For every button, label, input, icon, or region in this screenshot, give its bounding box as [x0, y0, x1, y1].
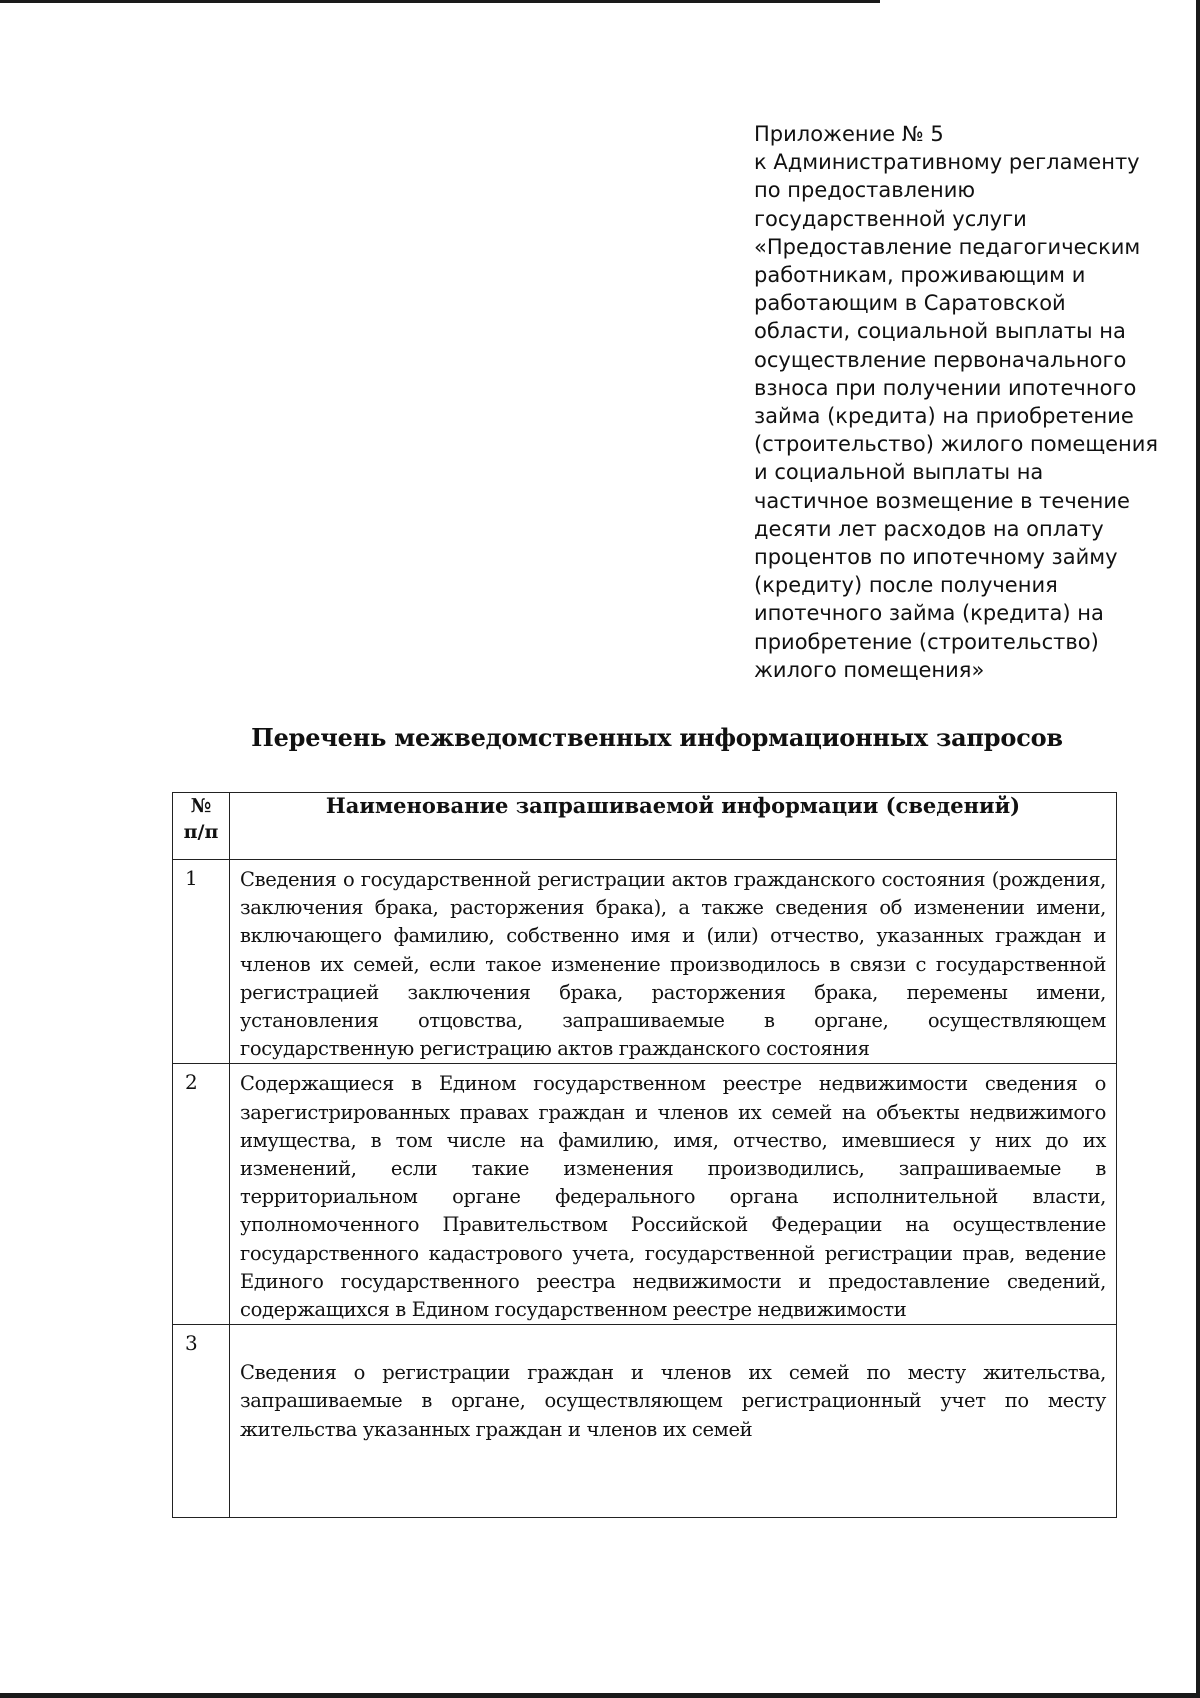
- row-text-cell: [230, 1325, 1117, 1518]
- table-row: [173, 1325, 1117, 1518]
- row-text: Содержащиеся в Едином государственном реестре недвижимости сведения о зарегистрированных правах граждан и членов их семей на объекты недвижимого имущества, в том числе на фамилию, имя, отчество, имевшиеся у них до их изменений, если такие изменения производились, запрашиваемые в территориальном органе федерального органа исполнительной власти, уполномоченного Правительством Российской Федерации на осуществление государственного кадастрового учета, государственной регистрации прав, ведение Единого государственного реестра недвижимости и предоставление сведений, содержащихся в Едином государственном реестре недвижимости: [240, 1072, 1106, 1322]
- scan-edge-right: [1196, 0, 1200, 1698]
- table-row: [173, 1064, 1117, 1325]
- appendix-line: области, социальной выплаты на: [754, 319, 1126, 344]
- row-text-cell: [230, 1064, 1117, 1325]
- appendix-line: (строительство) жилого помещения: [754, 432, 1159, 457]
- table-row: [173, 860, 1117, 1064]
- table-header-row: [173, 793, 1117, 860]
- scan-edge-bottom: [0, 1693, 1200, 1698]
- appendix-line: Приложение № 5: [754, 122, 944, 146]
- appendix-line: к Административному регламенту: [754, 150, 1140, 175]
- appendix-line: и социальной выплаты на: [754, 460, 1044, 485]
- appendix-line: займа (кредита) на приобретение: [754, 404, 1134, 429]
- appendix-line: частичное возмещение в течение: [754, 488, 1130, 513]
- appendix-line: работающим в Саратовской: [754, 291, 1066, 316]
- appendix-line: (кредиту) после получения: [754, 573, 1058, 598]
- row-text: Сведения о государственной регистрации актов гражданского состояния (рождения, заключения брака, расторжения брака), а также сведения об изменении имени, включающего фамилию, собственно имя и (или) отчество, указанных граждан и членов их семей, если такое изменение производилось в связи с государственной регистрацией заключения брака, расторжения брака, перемены имени, установления отцовства, запрашиваемые в органе, осуществляющем государственную регистрацию актов гражданского состояния: [240, 868, 1106, 1061]
- appendix-line: осуществление первоначального: [754, 347, 1127, 372]
- header-number-symbol: №: [190, 795, 212, 817]
- appendix-line: десяти лет расходов на оплату: [754, 516, 1104, 541]
- row-text-cell: [230, 860, 1117, 1064]
- header-number-abbr: п/п: [183, 821, 219, 843]
- header-number-cell: [173, 793, 230, 860]
- appendix-line: ипотечного займа (кредита) на: [754, 601, 1104, 626]
- appendix-line: взноса при получении ипотечного: [754, 375, 1137, 400]
- row-text: Сведения о регистрации граждан и членов их семей по месту жительства, запрашиваемые в органе, осуществляющем регистрационный учет по месту жительства указанных граждан и членов их семей: [240, 1361, 1106, 1441]
- row-number: 3: [173, 1325, 230, 1518]
- document-title: Перечень межведомственных информационных запросов: [251, 723, 1063, 752]
- row-number: 1: [173, 860, 230, 1064]
- appendix-line: жилого помещения»: [754, 657, 985, 682]
- appendix-block: [754, 120, 1159, 684]
- appendix-line: приобретение (строительство): [754, 629, 1099, 654]
- requests-table: [172, 792, 1117, 1518]
- header-name-cell: Наименование запрашиваемой информации (сведений): [230, 793, 1117, 860]
- scan-edge-top: [0, 0, 880, 3]
- appendix-line: «Предоставление педагогическим: [754, 234, 1141, 259]
- row-number: 2: [173, 1064, 230, 1325]
- appendix-line: государственной услуги: [754, 206, 1027, 231]
- appendix-line: по предоставлению: [754, 178, 976, 203]
- appendix-line: процентов по ипотечному займу: [754, 545, 1118, 570]
- appendix-line: работникам, проживающим и: [754, 263, 1086, 288]
